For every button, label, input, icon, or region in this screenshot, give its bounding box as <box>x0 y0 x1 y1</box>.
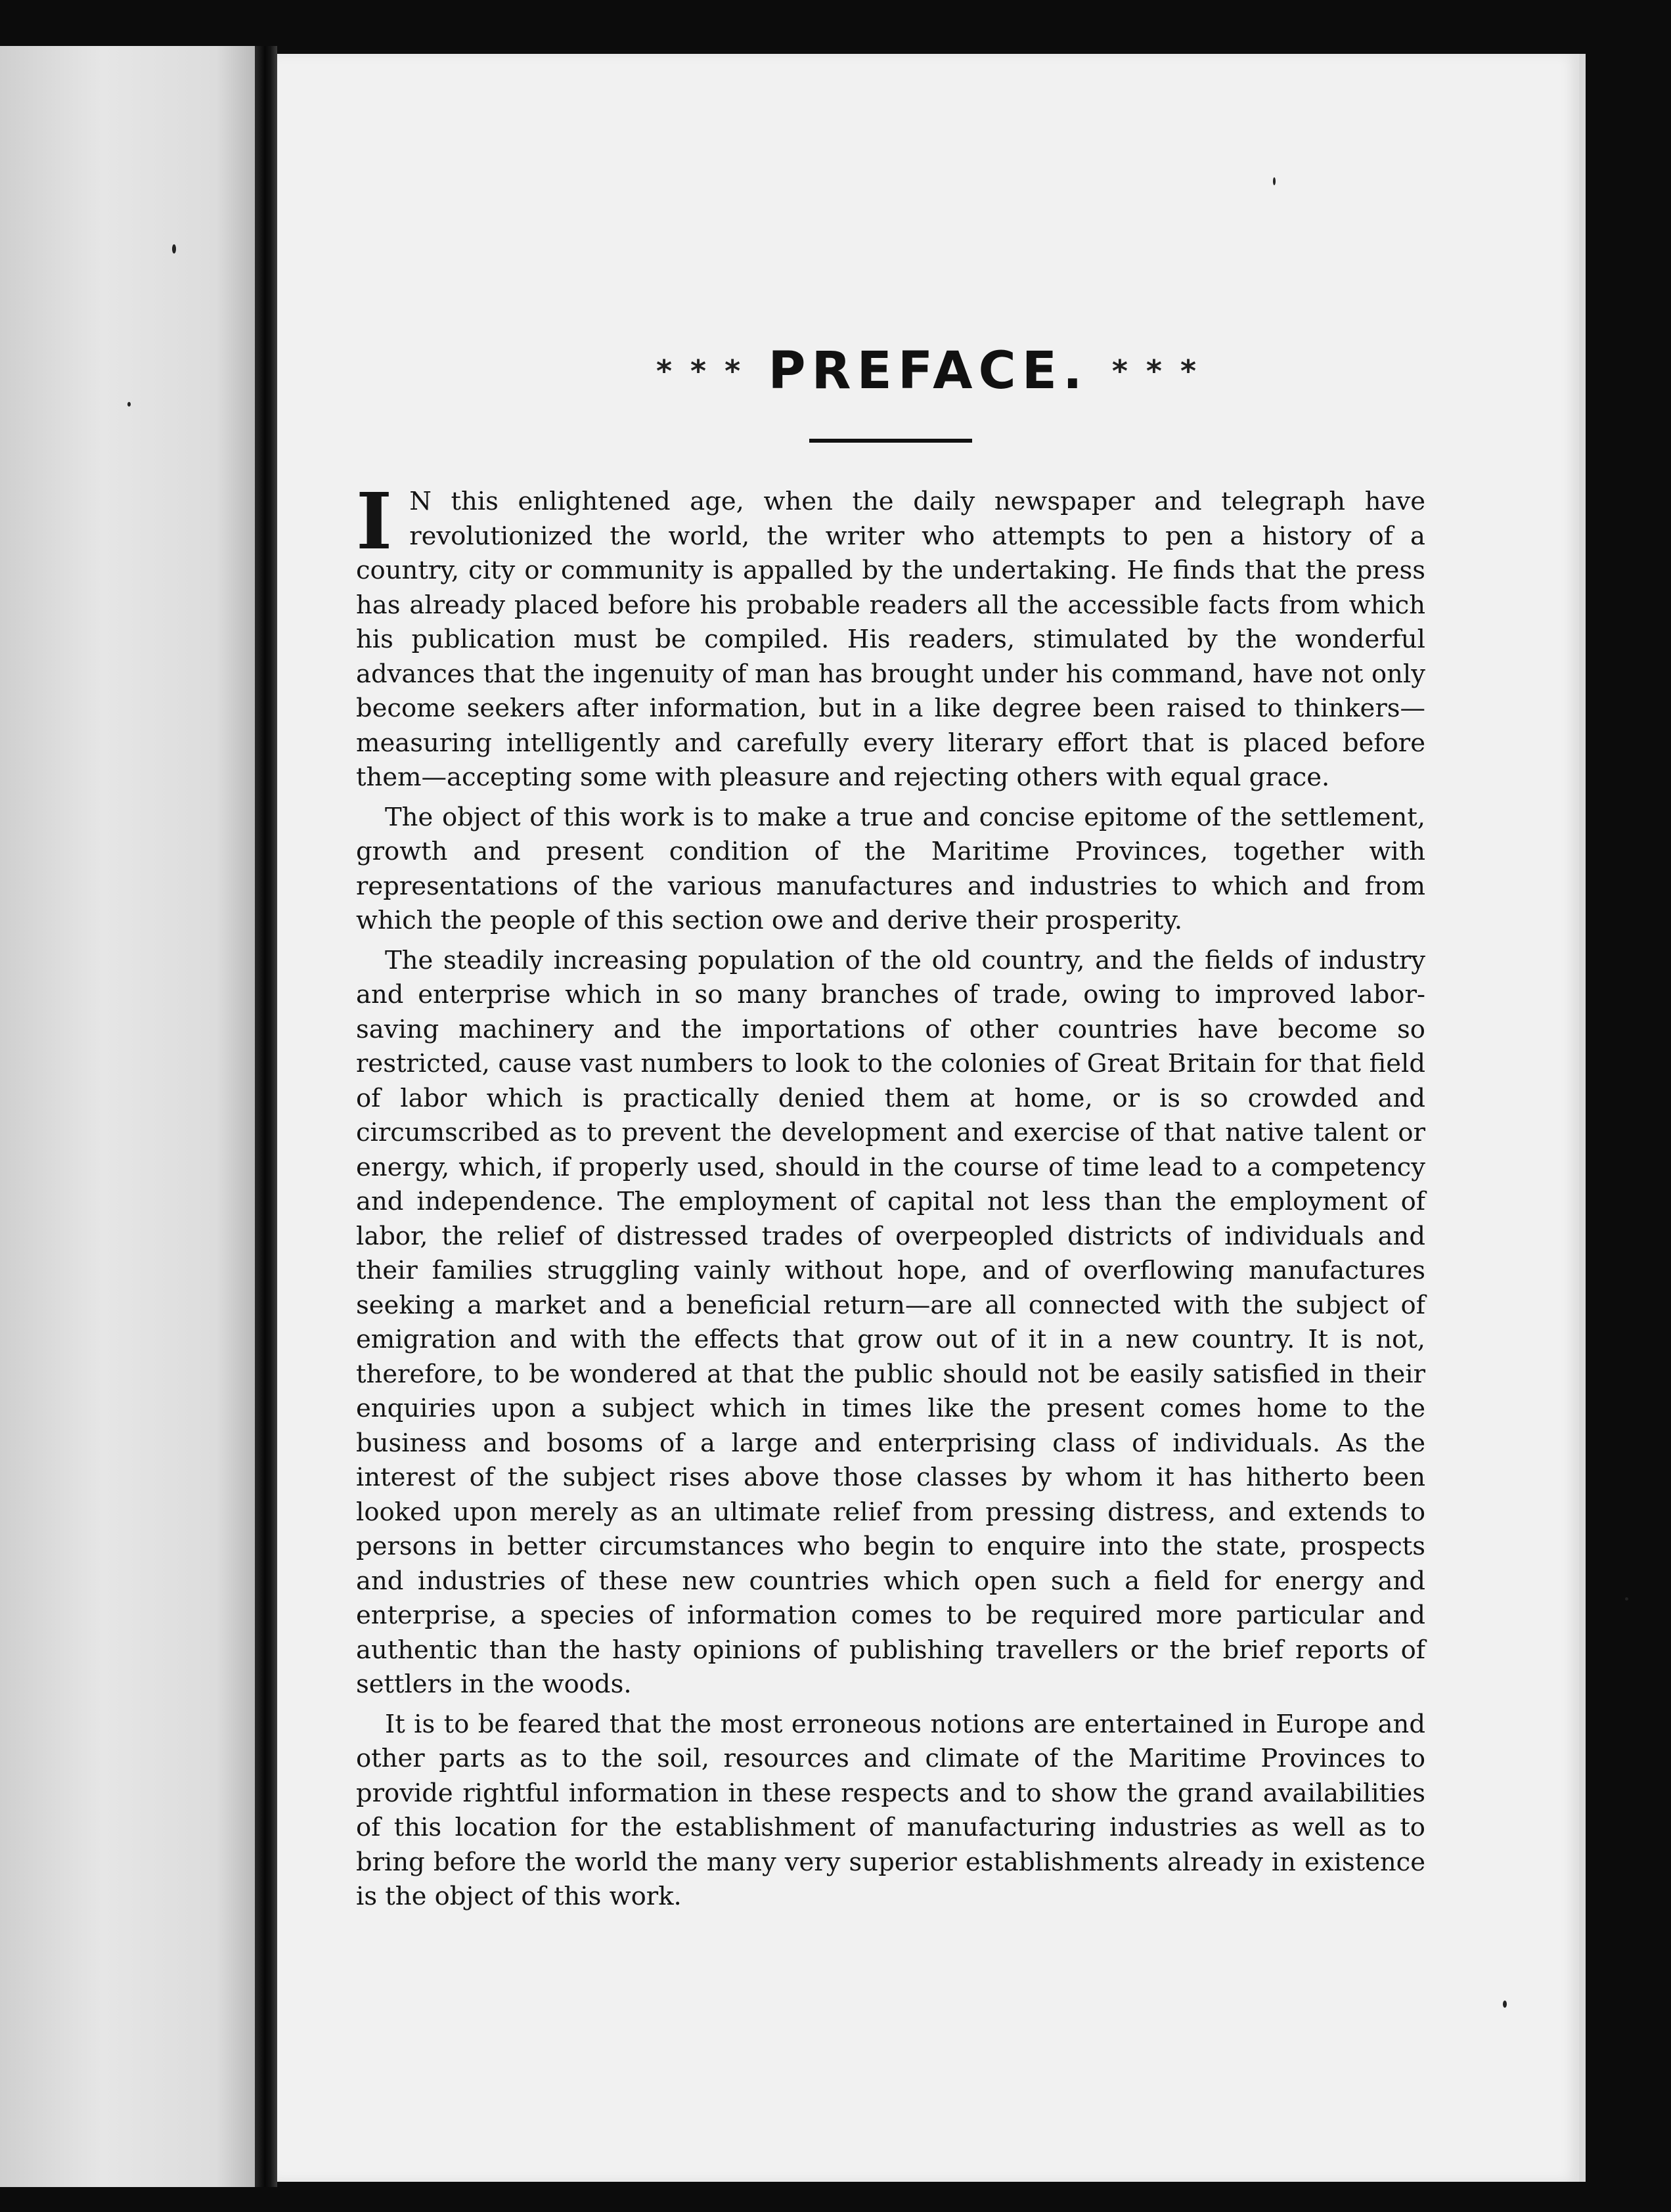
page-title <box>277 342 1579 401</box>
scan-speck <box>127 402 131 407</box>
preface-paragraph-3: The steadily increasing population of the old country, and the fields of industry and enterprise which in so many branches of trade, owing to improved labor-saving machinery and the importations of other countries have become so restricted, cause vast numbers to look to the colonies of Great Britain for that field of labor which is practically denied them at home, or is so crowded and circumscribed as to prevent the development and exercise of that native talent or energy, which, if properly used, should in the course of time lead to a competency and independence. The employment of capital not less than the employment of labor, the relief of distressed trades of overpeopled districts of individuals and their families struggling vainly without hope, and of overflowing manufactures seeking a market and a beneficial return—are all connected with the subject of emigration and with the effects that grow out of it in a new country. It is not, therefore, to be wondered at that the public should not be easily satisfied in their enquiries upon a subject which in times like the present comes home to the business and bosoms of a large and enterprising class of individuals. As the interest of the subject rises above those classes by whom it has hitherto been looked upon merely as an ultimate relief from pressing distress, and extends to persons in better circumstances who begin to enquire into the state, prospects and industries of these new countries which open such a field for energy and enterprise, a species of information comes to be required more particular and authentic than the hasty opinions of publishing travellers or the brief reports of settlers in the woods. <box>356 945 1425 1699</box>
scan-speck <box>1625 1597 1628 1601</box>
scan-speck <box>172 244 176 254</box>
drop-cap: I <box>356 476 393 567</box>
book-gutter <box>255 46 277 2187</box>
paragraph-1-text: N this enlightened age, when the daily newspaper and telegraph have revolutionized the world, the writer who attempts to pen a history of a country, city or community is appalled by the undertaking. He finds that the press has already placed before his probable readers all the accessible facts from which his publication must be compiled. His readers, stimulated by the wonderful advances that the ingenuity of man has brought under his command, have not only become seekers after information, but in a like degree been raised to thinkers—measuring intelligently and carefully every literary effort that is placed before them—accepting some with pleasure and rejecting others with equal grace. <box>356 487 1425 792</box>
title-ornament-right: * * * <box>1111 353 1201 389</box>
page-title-text: PREFACE. <box>768 342 1088 401</box>
scan-speck <box>1503 2001 1507 2008</box>
preface-body <box>356 476 1425 1920</box>
scan-speck <box>1273 177 1276 185</box>
preface-paragraph-2: The object of this work is to make a true and concise epitome of the settlement, growth and present condition of the Maritime Provinces, together with representations of the various manufactures and industries to which and from which the people of this section owe and derive their prosperity. <box>356 802 1425 935</box>
title-underline-rule <box>809 439 972 443</box>
preface-paragraph-1 <box>356 476 1425 795</box>
left-page-margin <box>0 46 255 2187</box>
title-ornament-left: * * * <box>656 353 745 389</box>
preface-paragraph-4: It is to be feared that the most erroneous notions are entertained in Europe and other parts as to the soil, resources and climate of the Maritime Provinces to provide rightful information in these respects and to show the grand availabilities of this location for the establishment of manufacturing industries as well as to bring before the world the many very superior establishments already in existence is the object of this work. <box>356 1709 1425 1911</box>
